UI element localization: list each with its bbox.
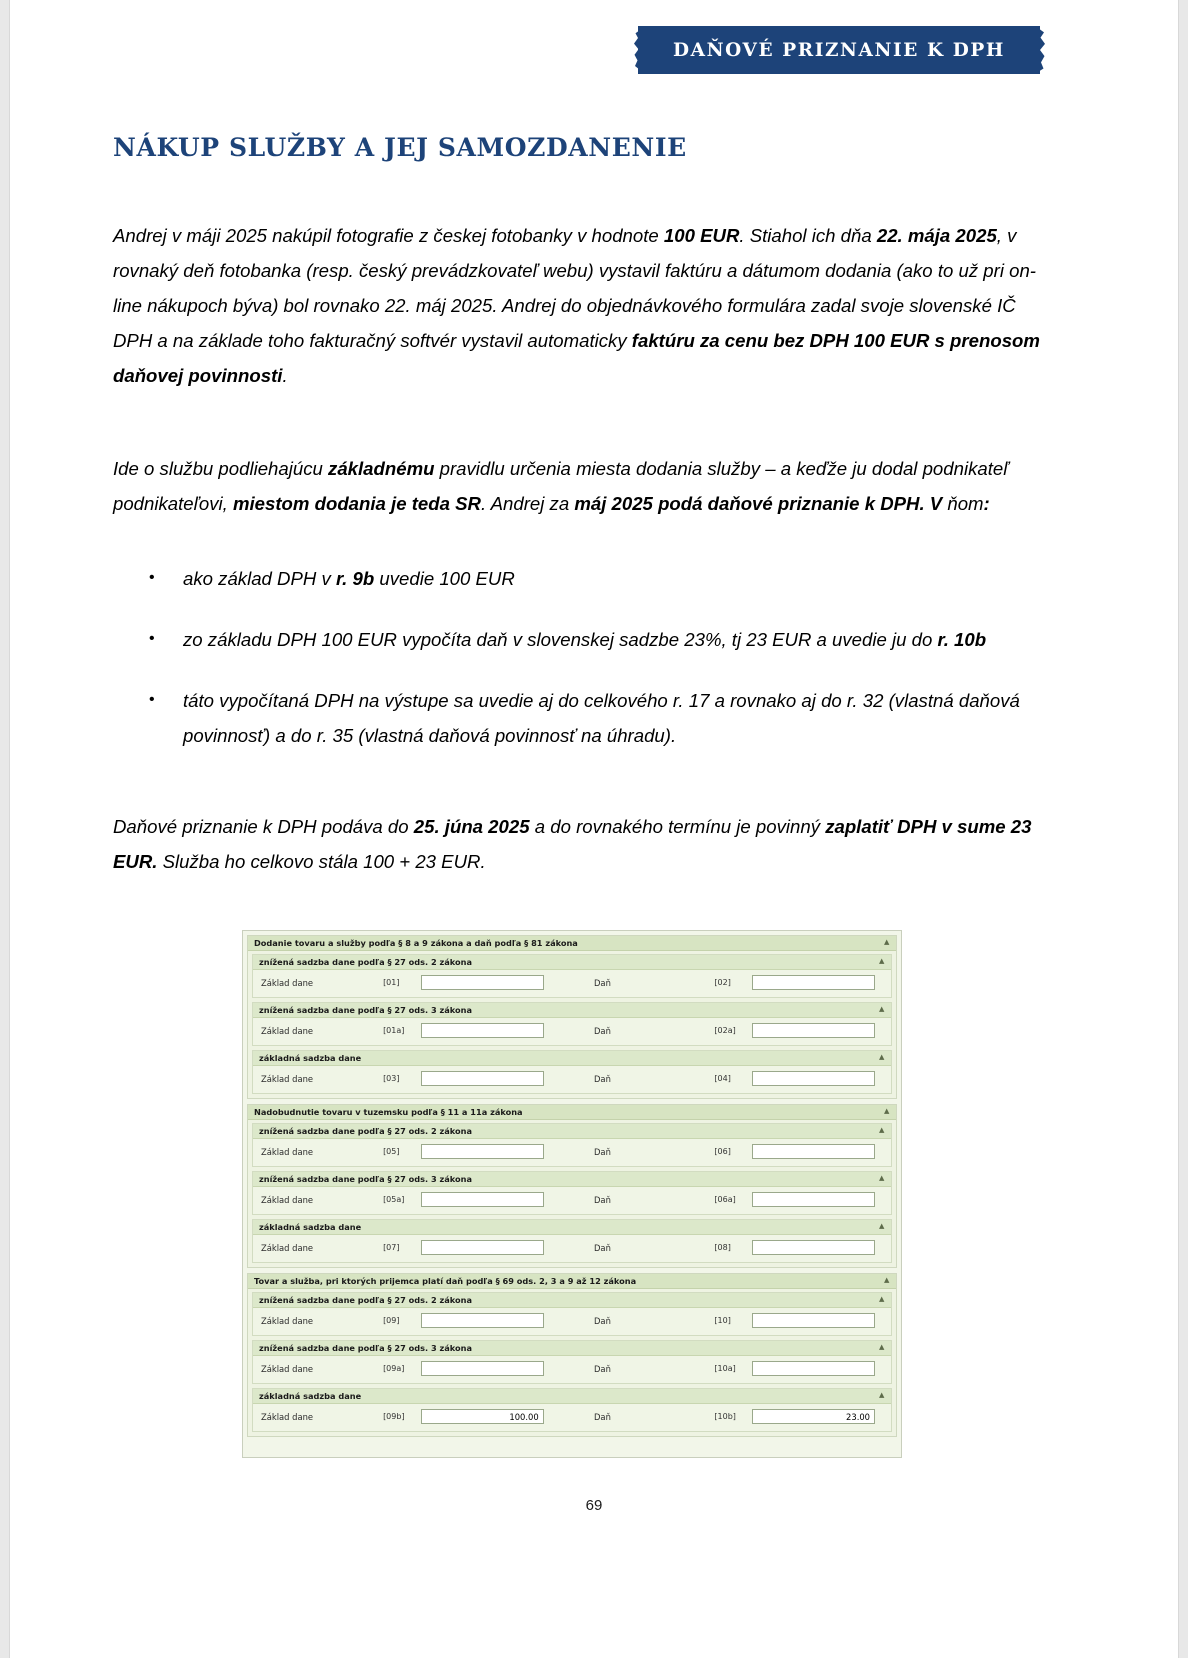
tax-amount-input[interactable]: [752, 1144, 875, 1159]
collapse-chevron-icon[interactable]: ▲: [879, 1126, 885, 1134]
tax-amount-label: Daň: [593, 1315, 611, 1326]
form-subsection-title: základná sadzba dane: [259, 1053, 362, 1063]
b1-s2: uvedie 100 EUR: [374, 568, 515, 589]
form-subsection-header[interactable]: [253, 1003, 891, 1018]
page-number: 69: [585, 1497, 603, 1514]
form-subsection-title: znížená sadzba dane podľa § 27 ods. 2 zákona: [259, 957, 472, 967]
tax-base-input[interactable]: [421, 1023, 544, 1038]
header-banner: [638, 26, 1040, 74]
vat-return-form-screenshot: [242, 930, 902, 1458]
p1-s2: . Stiahol ich dňa: [739, 225, 877, 246]
collapse-chevron-icon[interactable]: ▲: [879, 1391, 885, 1399]
form-subsection-title: znížená sadzba dane podľa § 27 ods. 3 zákona: [259, 1005, 472, 1015]
p2-b3: máj 2025 podá daňové priznanie k DPH. V: [574, 493, 943, 514]
p2-s2: pravidlu určenia miesta dodania služby – a keďže ju dodal podnikateľ podnikateľovi,: [113, 458, 1009, 514]
form-subsection: [252, 1292, 892, 1336]
form-subsection-title: základná sadzba dane: [259, 1222, 362, 1232]
tax-base-row-code: [09a]: [383, 1364, 405, 1373]
form-section: [247, 935, 897, 1099]
form-row: [253, 1235, 891, 1262]
p1-s3: , v rovnaký deň fotobanka (resp. český prevádzkovateľ webu) vystavil faktúru a dátumom dodania (ako to už pri on-line nákupoch býva) bol rovnako 22. máj 2025. Andrej do objednávkového formulára zadal svoje slovenské IČ DPH a na základe toho fakturačný softvér vystavil automaticky: [113, 225, 1036, 351]
collapse-chevron-icon[interactable]: ▲: [879, 957, 885, 965]
form-section-header[interactable]: [248, 936, 896, 951]
tax-base-row-code: [07]: [383, 1243, 400, 1252]
tax-base-label: Základ dane: [261, 1073, 314, 1084]
p2-b2: miestom dodania je teda SR: [232, 493, 481, 514]
tax-amount-row-code: [08]: [714, 1243, 731, 1252]
form-subsection-title: základná sadzba dane: [259, 1391, 362, 1401]
tax-base-label: Základ dane: [261, 1315, 314, 1326]
p3-s1: Daňové priznanie k DPH podáva do: [113, 816, 414, 837]
form-subsection-header[interactable]: [253, 1124, 891, 1139]
tax-base-input[interactable]: [421, 1313, 544, 1328]
tax-amount-input[interactable]: [752, 1071, 875, 1086]
page-title: NÁKUP SLUŽBY A JEJ SAMOZDANENIE: [113, 133, 687, 162]
tax-amount-label: Daň: [593, 1411, 611, 1422]
tax-base-label: Základ dane: [261, 1146, 314, 1157]
form-subsection-header[interactable]: [253, 1293, 891, 1308]
form-row: [253, 1404, 891, 1431]
tax-amount-input[interactable]: [752, 1361, 875, 1376]
tax-base-input[interactable]: [421, 1240, 544, 1255]
tax-amount-row-code: [06a]: [714, 1195, 736, 1204]
p1-b3: faktúru za cenu bez DPH 100 EUR s prenosom daňovej povinnosti: [113, 330, 1040, 386]
p1-s1: Andrej v máji 2025 nakúpil fotografie z českej fotobanky v hodnote: [113, 225, 664, 246]
p1-b1: 100 EUR: [663, 225, 740, 246]
form-section: [247, 1104, 897, 1268]
p2-b4: :: [983, 493, 990, 514]
tax-amount-label: Daň: [593, 1194, 611, 1205]
spacer: [113, 433, 1043, 451]
form-subsection-header[interactable]: [253, 955, 891, 970]
tax-base-label: Základ dane: [261, 1363, 314, 1374]
tax-amount-row-code: [06]: [714, 1147, 731, 1156]
tax-base-label: Základ dane: [261, 1025, 314, 1036]
list-item: [113, 683, 1043, 753]
form-subsection: [252, 1219, 892, 1263]
tax-base-label: Základ dane: [261, 1411, 314, 1422]
list-item: [113, 561, 1043, 596]
tax-amount-input[interactable]: 23.00: [752, 1409, 875, 1424]
tax-amount-label: Daň: [593, 1146, 611, 1157]
form-subsection: [252, 1050, 892, 1094]
form-subsection-title: znížená sadzba dane podľa § 27 ods. 3 zákona: [259, 1343, 472, 1353]
form-section-header[interactable]: [248, 1105, 896, 1120]
tax-amount-input[interactable]: [752, 975, 875, 990]
tax-base-input[interactable]: [421, 1144, 544, 1159]
form-row: [253, 1066, 891, 1093]
form-subsection-header[interactable]: [253, 1341, 891, 1356]
tax-amount-input[interactable]: [752, 1240, 875, 1255]
tax-base-row-code: [05a]: [383, 1195, 405, 1204]
tax-base-row-code: [01]: [383, 978, 400, 987]
form-subsection-title: znížená sadzba dane podľa § 27 ods. 2 zákona: [259, 1126, 472, 1136]
paragraph-1: [113, 218, 1043, 393]
collapse-chevron-icon[interactable]: ▲: [879, 1295, 885, 1303]
p1-b2: 22. mája 2025: [876, 225, 997, 246]
tax-amount-input[interactable]: [752, 1192, 875, 1207]
collapse-chevron-icon[interactable]: ▲: [879, 1174, 885, 1182]
tax-base-input[interactable]: [421, 1071, 544, 1086]
form-subsection-header[interactable]: [253, 1389, 891, 1404]
form-subsection: [252, 1388, 892, 1432]
form-row: [253, 1356, 891, 1383]
tax-base-row-code: [01a]: [383, 1026, 405, 1035]
tax-amount-row-code: [10b]: [714, 1412, 736, 1421]
collapse-chevron-icon[interactable]: ▲: [884, 938, 890, 946]
p3-b2: zaplatiť DPH v sume 23 EUR.: [113, 816, 1032, 872]
tax-base-input[interactable]: [421, 1192, 544, 1207]
spacer: [113, 779, 1043, 809]
form-subsection-title: znížená sadzba dane podľa § 27 ods. 2 zákona: [259, 1295, 472, 1305]
tax-amount-row-code: [04]: [714, 1074, 731, 1083]
p2-s1: Ide o službu podliehajúcu: [113, 458, 329, 479]
form-subsection: [252, 1002, 892, 1046]
tax-amount-input[interactable]: [752, 1313, 875, 1328]
collapse-chevron-icon[interactable]: ▲: [879, 1222, 885, 1230]
collapse-chevron-icon[interactable]: ▲: [884, 1276, 890, 1284]
tax-base-label: Základ dane: [261, 1242, 314, 1253]
paragraph-2: [113, 451, 1043, 521]
form-section-title: Dodanie tovaru a služby podľa § 8 a 9 zákona a daň podľa § 81 zákona: [254, 938, 578, 948]
form-subsection-header[interactable]: [253, 1220, 891, 1235]
p3-s3: Služba ho celkovo stála 100 + 23 EUR.: [157, 851, 486, 872]
b2-b1: r. 10b: [937, 629, 987, 650]
tax-amount-label: Daň: [593, 1073, 611, 1084]
b2-s1: zo základu DPH 100 EUR vypočíta daň v slovenskej sadzbe 23%, tj 23 EUR a uvedie ju do: [183, 629, 938, 650]
list-item: [113, 622, 1043, 657]
b1-b1: r. 9b: [335, 568, 375, 589]
form-subsection: [252, 1123, 892, 1167]
tax-base-input[interactable]: [421, 975, 544, 990]
form-subsection-header[interactable]: [253, 1051, 891, 1066]
form-row: [253, 1187, 891, 1214]
tax-amount-label: Daň: [593, 1363, 611, 1374]
tax-base-input[interactable]: 100.00: [421, 1409, 544, 1424]
form-section-title: Nadobudnutie tovaru v tuzemsku podľa § 11 a 11a zákona: [254, 1107, 523, 1117]
tax-amount-row-code: [02a]: [714, 1026, 736, 1035]
p3-s2: a do rovnakého termínu je povinný: [529, 816, 826, 837]
b1-s1: ako základ DPH v: [183, 568, 336, 589]
tax-amount-label: Daň: [593, 1025, 611, 1036]
form-row: [253, 1018, 891, 1045]
tax-base-row-code: [09]: [383, 1316, 400, 1325]
tax-base-label: Základ dane: [261, 1194, 314, 1205]
tax-amount-label: Daň: [593, 977, 611, 988]
form-subsection: [252, 1340, 892, 1384]
form-section-title: Tovar a služba, pri ktorých prijemca platí daň podľa § 69 ods. 2, 3 a 9 až 12 zákona: [254, 1276, 637, 1286]
form-subsection-title: znížená sadzba dane podľa § 27 ods. 3 zákona: [259, 1174, 472, 1184]
form-subsection: [252, 954, 892, 998]
form-section: [247, 1273, 897, 1437]
collapse-chevron-icon[interactable]: ▲: [879, 1343, 885, 1351]
paragraph-3: [113, 809, 1043, 879]
form-subsection-header[interactable]: [253, 1172, 891, 1187]
tax-base-row-code: [05]: [383, 1147, 400, 1156]
tax-amount-row-code: [10a]: [714, 1364, 736, 1373]
p1-s4: .: [282, 365, 288, 386]
document-page: [10, 0, 1178, 1658]
tax-base-label: Základ dane: [261, 977, 314, 988]
tax-base-input[interactable]: [421, 1361, 544, 1376]
p2-s4: ňom: [942, 493, 984, 514]
b3-s1: táto vypočítaná DPH na výstupe sa uvedie aj do celkového r. 17 a rovnako aj do r. 32 (vlastná daňová povinnosť) a do r. 35 (vlastná daňová povinnosť na úhradu).: [183, 690, 1020, 746]
collapse-chevron-icon[interactable]: ▲: [879, 1053, 885, 1061]
collapse-chevron-icon[interactable]: ▲: [879, 1005, 885, 1013]
tax-amount-label: Daň: [593, 1242, 611, 1253]
form-section-header[interactable]: [248, 1274, 896, 1289]
form-row: [253, 1308, 891, 1335]
p2-b1: základnému: [328, 458, 435, 479]
p3-b1: 25. júna 2025: [413, 816, 530, 837]
p2-s3: . Andrej za: [480, 493, 575, 514]
tax-amount-row-code: [02]: [714, 978, 731, 987]
tax-amount-row-code: [10]: [714, 1316, 731, 1325]
form-row: [253, 970, 891, 997]
header-banner-title: DAŇOVÉ PRIZNANIE K DPH: [673, 39, 1005, 61]
bullet-list: [113, 561, 1043, 753]
form-row: [253, 1139, 891, 1166]
collapse-chevron-icon[interactable]: ▲: [884, 1107, 890, 1115]
form-subsection: [252, 1171, 892, 1215]
document-body: [113, 218, 1043, 879]
tax-base-row-code: [03]: [383, 1074, 400, 1083]
tax-amount-input[interactable]: [752, 1023, 875, 1038]
tax-base-row-code: [09b]: [383, 1412, 405, 1421]
